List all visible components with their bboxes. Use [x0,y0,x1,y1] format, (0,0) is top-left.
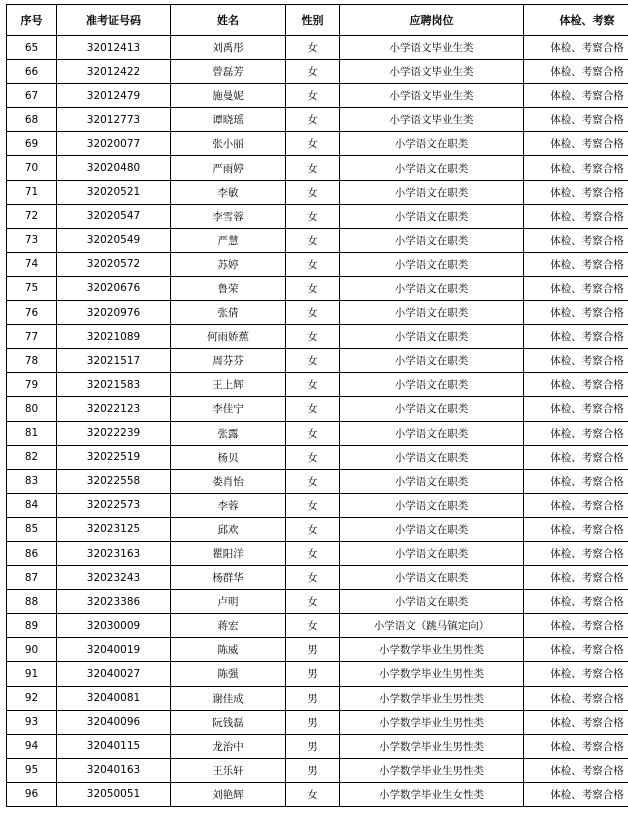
cell-gender: 女 [286,445,340,469]
cell-name: 施曼妮 [171,84,286,108]
cell-exam-number: 32012773 [57,108,171,132]
cell-exam-number: 32020480 [57,156,171,180]
cell-name: 邱欢 [171,517,286,541]
cell-position: 小学语文在职类 [340,132,524,156]
cell-index: 69 [7,132,57,156]
table-row [7,758,628,782]
cell-position: 小学语文毕业生类 [340,108,524,132]
cell-gender: 男 [286,662,340,686]
table-row [7,397,628,421]
cell-result: 体检、考察合格 [524,566,628,590]
cell-gender: 女 [286,301,340,325]
cell-result: 体检、考察合格 [524,397,628,421]
cell-position: 小学语文（跳马镇定向） [340,614,524,638]
cell-index: 85 [7,517,57,541]
header-index: 序号 [7,5,57,36]
cell-result: 体检、考察合格 [524,301,628,325]
cell-result: 体检、考察合格 [524,252,628,276]
cell-name: 蒋宏 [171,614,286,638]
table-row [7,132,628,156]
header-position: 应聘岗位 [340,5,524,36]
cell-result: 体检、考察合格 [524,36,628,60]
cell-exam-number: 32022519 [57,445,171,469]
cell-gender: 女 [286,349,340,373]
cell-result: 体检、考察合格 [524,614,628,638]
table-row [7,614,628,638]
cell-position: 小学数学毕业生男性类 [340,638,524,662]
cell-exam-number: 32040163 [57,758,171,782]
cell-index: 94 [7,734,57,758]
cell-gender: 女 [286,60,340,84]
cell-exam-number: 32012479 [57,84,171,108]
cell-exam-number: 32022558 [57,469,171,493]
cell-gender: 女 [286,493,340,517]
cell-exam-number: 32050051 [57,782,171,806]
cell-exam-number: 32022239 [57,421,171,445]
cell-exam-number: 32020521 [57,180,171,204]
table-row [7,638,628,662]
cell-gender: 女 [286,566,340,590]
cell-exam-number: 32023125 [57,517,171,541]
table-body [7,36,628,807]
cell-name: 张小丽 [171,132,286,156]
table-header [7,5,628,36]
cell-gender: 女 [286,373,340,397]
cell-index: 91 [7,662,57,686]
cell-name: 龙治中 [171,734,286,758]
cell-gender: 女 [286,541,340,565]
table-row [7,60,628,84]
table-row [7,349,628,373]
cell-name: 严慧 [171,228,286,252]
cell-exam-number: 32020976 [57,301,171,325]
cell-gender: 女 [286,132,340,156]
cell-name: 李雪蓉 [171,204,286,228]
cell-exam-number: 32021517 [57,349,171,373]
cell-result: 体检、考察合格 [524,590,628,614]
cell-result: 体检、考察合格 [524,686,628,710]
cell-result: 体检、考察合格 [524,734,628,758]
cell-position: 小学语文在职类 [340,421,524,445]
cell-position: 小学数学毕业生男性类 [340,686,524,710]
cell-name: 周芬芬 [171,349,286,373]
table-row [7,108,628,132]
cell-exam-number: 32020547 [57,204,171,228]
header-name: 姓名 [171,5,286,36]
cell-index: 74 [7,252,57,276]
cell-index: 72 [7,204,57,228]
cell-index: 66 [7,60,57,84]
cell-result: 体检、考察合格 [524,276,628,300]
table-row [7,373,628,397]
cell-index: 89 [7,614,57,638]
cell-result: 体检、考察合格 [524,638,628,662]
cell-index: 92 [7,686,57,710]
cell-gender: 女 [286,397,340,421]
cell-result: 体检、考察合格 [524,445,628,469]
cell-gender: 男 [286,638,340,662]
cell-gender: 女 [286,276,340,300]
cell-name: 阮钱磊 [171,710,286,734]
cell-exam-number: 32021089 [57,325,171,349]
cell-index: 87 [7,566,57,590]
cell-name: 瞿阳洋 [171,541,286,565]
cell-gender: 女 [286,84,340,108]
table-row [7,84,628,108]
cell-index: 68 [7,108,57,132]
cell-name: 娄肖怡 [171,469,286,493]
cell-gender: 男 [286,758,340,782]
cell-index: 95 [7,758,57,782]
cell-position: 小学语文毕业生类 [340,60,524,84]
cell-position: 小学语文在职类 [340,566,524,590]
cell-gender: 女 [286,228,340,252]
cell-gender: 女 [286,156,340,180]
cell-index: 77 [7,325,57,349]
cell-index: 96 [7,782,57,806]
cell-gender: 男 [286,686,340,710]
cell-exam-number: 32023243 [57,566,171,590]
header-exam-number: 准考证号码 [57,5,171,36]
cell-index: 82 [7,445,57,469]
table-row [7,301,628,325]
cell-position: 小学语文在职类 [340,276,524,300]
cell-gender: 女 [286,517,340,541]
cell-name: 何雨娇蕉 [171,325,286,349]
cell-position: 小学语文在职类 [340,252,524,276]
cell-name: 杨群华 [171,566,286,590]
cell-gender: 男 [286,710,340,734]
cell-position: 小学语文在职类 [340,469,524,493]
table-row [7,204,628,228]
cell-exam-number: 32040096 [57,710,171,734]
cell-position: 小学语文在职类 [340,397,524,421]
cell-result: 体检、考察合格 [524,132,628,156]
cell-gender: 男 [286,734,340,758]
cell-result: 体检、考察合格 [524,541,628,565]
cell-gender: 女 [286,469,340,493]
table-row [7,228,628,252]
table-row [7,325,628,349]
cell-position: 小学语文在职类 [340,228,524,252]
header-row [7,5,628,36]
table-row [7,445,628,469]
cell-position: 小学语文在职类 [340,301,524,325]
cell-gender: 女 [286,180,340,204]
cell-index: 73 [7,228,57,252]
cell-name: 刘禹彤 [171,36,286,60]
cell-index: 70 [7,156,57,180]
table-row [7,734,628,758]
cell-result: 体检、考察合格 [524,180,628,204]
cell-name: 张露 [171,421,286,445]
cell-index: 75 [7,276,57,300]
results-table [6,4,628,807]
cell-result: 体检、考察合格 [524,469,628,493]
cell-name: 杨贝 [171,445,286,469]
cell-exam-number: 32020572 [57,252,171,276]
cell-position: 小学数学毕业生男性类 [340,662,524,686]
cell-exam-number: 32040081 [57,686,171,710]
cell-position: 小学语文毕业生类 [340,36,524,60]
cell-position: 小学语文在职类 [340,204,524,228]
cell-result: 体检、考察合格 [524,156,628,180]
cell-position: 小学语文在职类 [340,349,524,373]
cell-name: 李蓉 [171,493,286,517]
cell-result: 体检、考察合格 [524,325,628,349]
cell-name: 陈威 [171,638,286,662]
cell-position: 小学语文在职类 [340,156,524,180]
header-result: 体检、考察 [524,5,628,36]
cell-exam-number: 32012422 [57,60,171,84]
cell-name: 苏婷 [171,252,286,276]
cell-result: 体检、考察合格 [524,84,628,108]
cell-exam-number: 32022573 [57,493,171,517]
cell-name: 王上辉 [171,373,286,397]
cell-result: 体检、考察合格 [524,493,628,517]
cell-position: 小学语文在职类 [340,590,524,614]
cell-position: 小学语文在职类 [340,445,524,469]
cell-name: 陈强 [171,662,286,686]
cell-name: 谢佳成 [171,686,286,710]
cell-gender: 女 [286,590,340,614]
table-row [7,590,628,614]
cell-index: 80 [7,397,57,421]
table-row [7,252,628,276]
cell-exam-number: 32020077 [57,132,171,156]
cell-exam-number: 32040027 [57,662,171,686]
cell-index: 90 [7,638,57,662]
table-row [7,36,628,60]
cell-index: 84 [7,493,57,517]
cell-exam-number: 32040115 [57,734,171,758]
cell-name: 刘艳辉 [171,782,286,806]
cell-index: 86 [7,541,57,565]
cell-name: 曾磊芳 [171,60,286,84]
table-row [7,686,628,710]
cell-gender: 女 [286,421,340,445]
table-row [7,421,628,445]
cell-index: 93 [7,710,57,734]
cell-gender: 女 [286,782,340,806]
cell-position: 小学数学毕业生男性类 [340,710,524,734]
cell-gender: 女 [286,36,340,60]
cell-gender: 女 [286,108,340,132]
cell-result: 体检、考察合格 [524,782,628,806]
table-row [7,710,628,734]
cell-name: 张倩 [171,301,286,325]
table-row [7,276,628,300]
cell-index: 76 [7,301,57,325]
cell-exam-number: 32022123 [57,397,171,421]
cell-position: 小学语文毕业生类 [340,84,524,108]
cell-name: 李敏 [171,180,286,204]
cell-result: 体检、考察合格 [524,758,628,782]
cell-exam-number: 32020676 [57,276,171,300]
cell-position: 小学语文在职类 [340,541,524,565]
cell-index: 79 [7,373,57,397]
cell-result: 体检、考察合格 [524,108,628,132]
cell-exam-number: 32040019 [57,638,171,662]
cell-result: 体检、考察合格 [524,662,628,686]
cell-exam-number: 32023163 [57,541,171,565]
cell-exam-number: 32020549 [57,228,171,252]
cell-exam-number: 32023386 [57,590,171,614]
cell-index: 81 [7,421,57,445]
cell-result: 体检、考察合格 [524,373,628,397]
cell-result: 体检、考察合格 [524,204,628,228]
cell-gender: 女 [286,252,340,276]
table-row [7,493,628,517]
cell-exam-number: 32030009 [57,614,171,638]
cell-result: 体检、考察合格 [524,228,628,252]
cell-exam-number: 32012413 [57,36,171,60]
table-row [7,662,628,686]
cell-index: 78 [7,349,57,373]
cell-index: 88 [7,590,57,614]
cell-name: 严雨婷 [171,156,286,180]
cell-position: 小学语文在职类 [340,373,524,397]
cell-index: 65 [7,36,57,60]
table-row [7,782,628,806]
cell-position: 小学语文在职类 [340,325,524,349]
cell-index: 67 [7,84,57,108]
cell-gender: 女 [286,614,340,638]
cell-position: 小学语文在职类 [340,180,524,204]
cell-position: 小学数学毕业生男性类 [340,758,524,782]
cell-result: 体检、考察合格 [524,421,628,445]
cell-position: 小学语文在职类 [340,517,524,541]
cell-name: 鲁荣 [171,276,286,300]
cell-result: 体检、考察合格 [524,517,628,541]
cell-position: 小学语文在职类 [340,493,524,517]
cell-name: 谭晓瑶 [171,108,286,132]
cell-name: 卢明 [171,590,286,614]
table-row [7,156,628,180]
cell-index: 83 [7,469,57,493]
table-row [7,180,628,204]
cell-exam-number: 32021583 [57,373,171,397]
cell-position: 小学数学毕业生男性类 [340,734,524,758]
cell-result: 体检、考察合格 [524,710,628,734]
table-row [7,566,628,590]
table-row [7,469,628,493]
table-row [7,541,628,565]
cell-result: 体检、考察合格 [524,60,628,84]
cell-name: 李佳宁 [171,397,286,421]
cell-name: 王乐轩 [171,758,286,782]
table-row [7,517,628,541]
cell-gender: 女 [286,204,340,228]
cell-gender: 女 [286,325,340,349]
cell-index: 71 [7,180,57,204]
cell-result: 体检、考察合格 [524,349,628,373]
header-gender: 性别 [286,5,340,36]
cell-position: 小学数学毕业生女性类 [340,782,524,806]
